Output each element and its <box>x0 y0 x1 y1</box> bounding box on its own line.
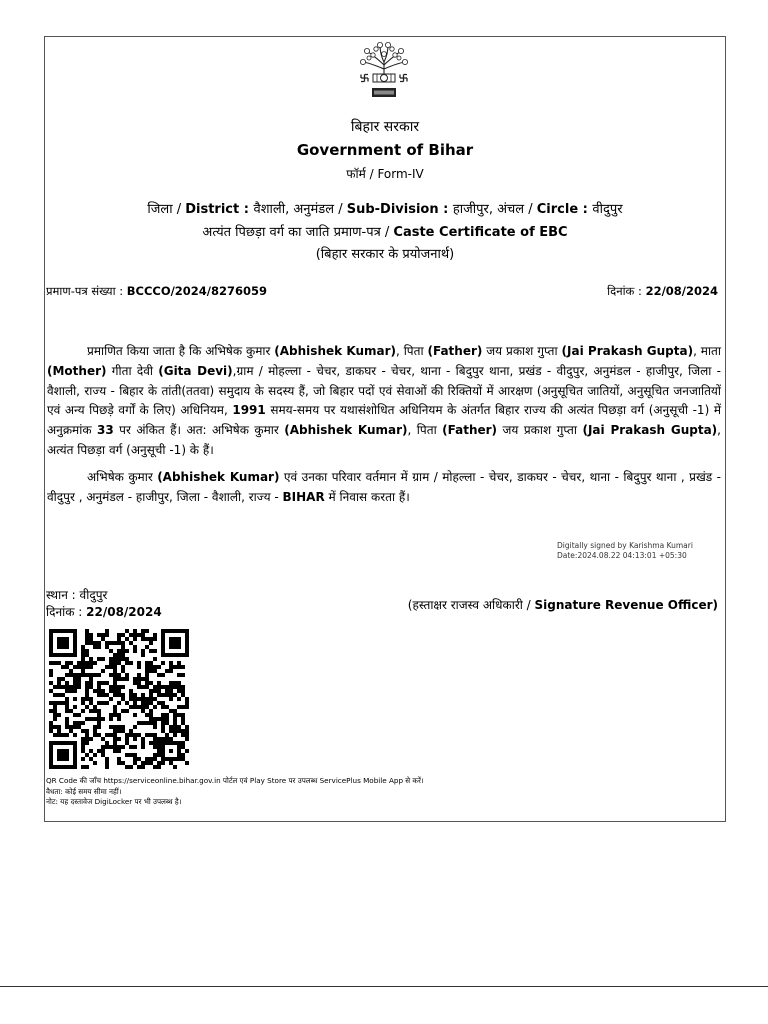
signature-revenue-officer <box>408 596 718 613</box>
subdivision-value: हाजीपुर, <box>452 202 498 217</box>
digital-signature-signer: Digitally signed by Karishma Kumari <box>557 541 693 550</box>
place-and-date <box>46 587 162 621</box>
form-number: फॉर्म / Form-IV <box>346 167 424 181</box>
digital-signature-stamp <box>557 541 693 561</box>
issue-date-value: 22/08/2024 <box>645 284 718 298</box>
applicant-name-en: (Abhishek Kumar) <box>157 470 280 484</box>
certificate-purpose: (बिहार सरकार के प्रयोजनार्थ) <box>315 247 455 262</box>
body-text: , अत्यंत पिछड़ा वर्ग (अनुसूची -1) के हैं। <box>47 423 721 457</box>
certificate-title-hindi: अत्यंत पिछड़ा वर्ग का जाति प्रमाण-पत्र / <box>202 225 394 240</box>
father-label-en: (Father) <box>427 344 483 358</box>
place-date-value: 22/08/2024 <box>86 605 162 619</box>
certificate-number-label: प्रमाण-पत्र संख्या : <box>46 284 127 298</box>
footer-notes <box>46 776 424 808</box>
place-date-label: दिनांक : <box>46 605 87 619</box>
body-text: समय-समय पर यथासंशोधित अधिनियम के अंतर्गत बिहार राज्य की अत्यंत पिछड़ा वर्ग (अनुसूची -1) में अनुक्रमांक <box>47 403 721 438</box>
mother-label-en: (Mother) <box>47 363 107 378</box>
mother-name-en: (Gita Devi) <box>158 363 233 378</box>
location-line <box>44 199 726 217</box>
serial-number: 33 <box>97 423 114 438</box>
body-text: में निवास करता हैं। <box>324 489 410 504</box>
qr-verification-note: QR Code की जाँच https://serviceonline.bihar.gov.in पोर्टल एवं Play Store पर उपलब्ध ServicePlus Mobile App से करें। <box>46 776 424 785</box>
place-date <box>46 604 162 621</box>
circle-value: वीदुपुर <box>592 202 623 217</box>
act-year: 1991 <box>232 403 266 418</box>
body-text: जय प्रकाश गुप्ता <box>497 423 583 438</box>
signature-label-hindi: (हस्ताक्षर राजस्व अधिकारी / <box>407 598 535 612</box>
bihar-emblem-icon <box>355 41 413 99</box>
circle-label: अंचल / <box>497 202 537 217</box>
body-text: , माता <box>693 344 721 358</box>
body-text: ,ग्राम / मोहल्ला - चेचर, डाकघर - चेचर, थाना - बिदुपुर थाना, प्रखंड - वीदुपुर, अनुमंडल - हाजीपुर, जिला - वैशाली, राज्य - बिहार के तांती(ततवा) समुदाय के सदस्य हैं, जो बिहार पदों एवं सेवाओं की रिक्तियों में आरक्षण (अनुसूचित जातियों, अनुसूचित जनजातियों एवं अन्य पिछड़े वर्गों के लिए) अधिनियम, <box>47 363 721 418</box>
certificate-body-paragraph-1 <box>47 342 721 461</box>
district-value: वैशाली, <box>253 202 294 217</box>
applicant-name-en: (Abhishek Kumar) <box>274 344 396 358</box>
certificate-body-paragraph-2 <box>47 468 721 508</box>
place-value: वीदुपुर <box>79 588 108 602</box>
validity-note: वैधता: कोई समय सीमा नहीं। <box>46 786 122 796</box>
certificate-number-value: BCCCO/2024/8276059 <box>126 284 268 298</box>
body-text: पर अंकित हैं। अत: अभिषेक कुमार <box>113 423 285 438</box>
qr-code-icon <box>49 629 189 769</box>
father-name-en: (Jai Prakash Gupta) <box>582 423 718 438</box>
applicant-name-en: (Abhishek Kumar) <box>284 423 408 438</box>
father-name-en: (Jai Prakash Gupta) <box>561 344 694 358</box>
subdivision-label: अनुमंडल / <box>293 202 347 217</box>
government-english: Government of Bihar <box>296 141 474 159</box>
government-hindi: बिहार सरकार <box>350 119 420 135</box>
digital-signature-date: Date:2024.08.22 04:13:01 +05:30 <box>557 551 687 560</box>
signature-label-english: Signature Revenue Officer) <box>534 598 718 612</box>
certificate-number <box>46 284 267 299</box>
certificate-title-english: Caste Certificate of EBC <box>393 225 568 240</box>
body-text: , पिता <box>407 423 443 438</box>
body-text: एवं उनका परिवार वर्तमान में ग्राम / मोहल्ला - चेचर, डाकघर - चेचर, थाना - बिदुपुर थाना , प्रखंड - वीदुपुर , अनुमंडल - हाजीपुर, जिला - वैशाली, राज्य - <box>47 470 721 504</box>
subdivision-label-en: Sub-Division : <box>346 202 453 217</box>
body-text: जय प्रकाश गुप्ता <box>482 344 562 358</box>
page-divider <box>0 986 768 987</box>
place-label: स्थान : <box>46 588 80 602</box>
state-name-en: BIHAR <box>282 489 325 504</box>
district-label-en: District : <box>185 202 254 217</box>
circle-label-en: Circle : <box>536 202 593 217</box>
body-text: , पिता <box>396 344 428 358</box>
district-label: जिला / <box>147 202 186 217</box>
father-label-en: (Father) <box>442 423 498 438</box>
body-text: गीता देवी <box>106 363 159 378</box>
digilocker-note: नोट: यह दस्तावेज DigiLocker पर भी उपलब्ध है। <box>46 797 182 806</box>
place <box>46 587 162 604</box>
body-text: प्रमाणित किया जाता है कि अभिषेक कुमार <box>87 344 275 358</box>
issue-date-label: दिनांक : <box>607 284 646 298</box>
certificate-title <box>44 222 726 240</box>
issue-date <box>607 284 718 299</box>
body-text: अभिषेक कुमार <box>87 470 158 484</box>
